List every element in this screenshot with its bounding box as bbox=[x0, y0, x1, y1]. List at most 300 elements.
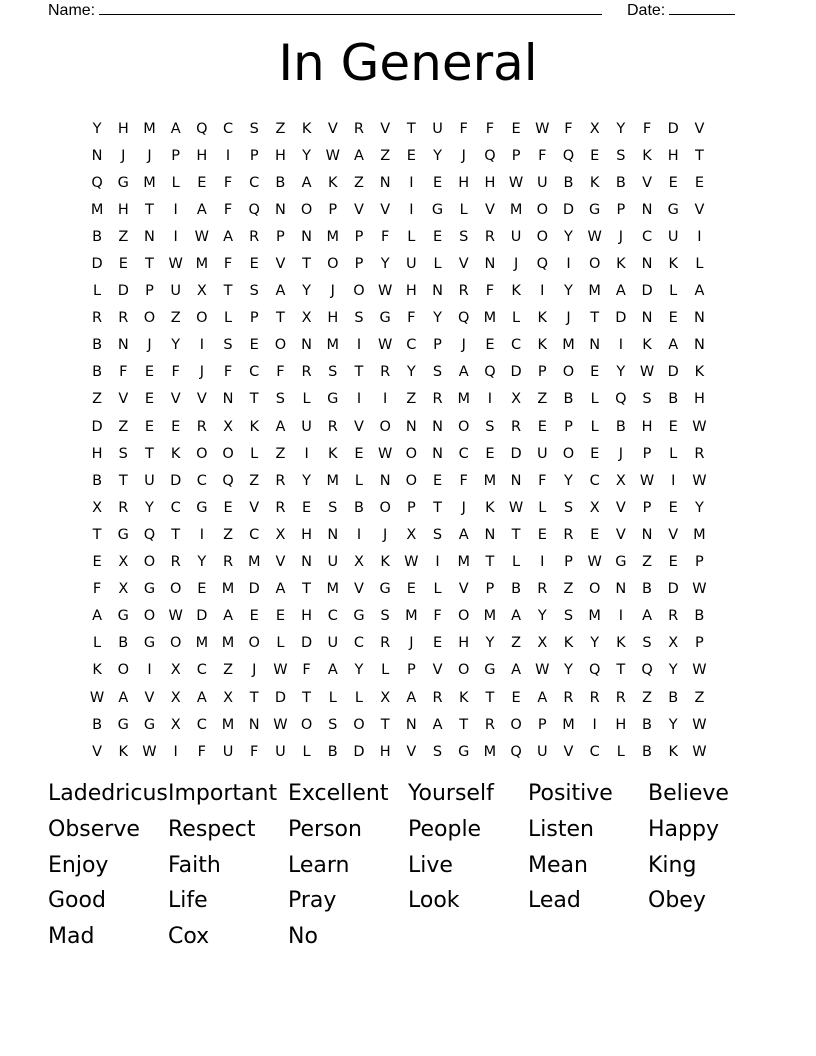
grid-letter: A bbox=[354, 147, 364, 164]
grid-letter: W bbox=[194, 228, 210, 245]
grid-letter: L bbox=[590, 391, 599, 408]
grid-letter: T bbox=[249, 391, 259, 408]
grid-letter: W bbox=[535, 120, 550, 137]
grid-letter: V bbox=[144, 689, 155, 706]
grid-letter: G bbox=[379, 581, 391, 598]
grid-letter: F bbox=[433, 608, 442, 625]
grid-letter: X bbox=[589, 120, 600, 137]
grid-letter: Y bbox=[302, 472, 312, 489]
grid-letter: G bbox=[327, 391, 339, 408]
grid-letter: S bbox=[642, 391, 652, 408]
grid-letter: F bbox=[223, 256, 233, 273]
grid-letter: V bbox=[170, 391, 181, 408]
grid-letter: J bbox=[618, 445, 623, 462]
grid-letter: R bbox=[170, 554, 181, 571]
grid-letter: E bbox=[511, 689, 521, 706]
grid-letter: Z bbox=[537, 391, 548, 408]
grid-letter: X bbox=[301, 310, 312, 327]
grid-letter: Y bbox=[197, 554, 207, 571]
grid-letter: V bbox=[380, 120, 391, 137]
grid-letter: M bbox=[326, 228, 340, 245]
grid-letter: T bbox=[302, 581, 312, 598]
grid-letter: O bbox=[300, 716, 313, 733]
grid-letter: H bbox=[91, 445, 103, 462]
grid-letter: N bbox=[615, 581, 627, 598]
grid-row bbox=[84, 386, 740, 413]
grid-letter: M bbox=[143, 120, 156, 137]
grid-letter: B bbox=[327, 743, 338, 760]
grid-letter: P bbox=[276, 228, 285, 245]
grid-letter: J bbox=[383, 526, 388, 543]
grid-letter: N bbox=[693, 310, 705, 327]
grid-letter: V bbox=[615, 499, 626, 516]
grid-letter: P bbox=[145, 283, 154, 300]
grid-letter: A bbox=[458, 364, 469, 381]
grid-letter: N bbox=[693, 337, 705, 354]
grid-letter: F bbox=[223, 364, 233, 381]
grid-letter: V bbox=[275, 554, 286, 571]
grid-letter: T bbox=[616, 662, 626, 679]
grid-letter: H bbox=[301, 608, 313, 625]
grid-letter: V bbox=[354, 581, 364, 598]
grid-letter: O bbox=[353, 283, 365, 300]
grid-letter: F bbox=[92, 581, 102, 598]
grid-letter: D bbox=[641, 283, 653, 300]
grid-letter: B bbox=[668, 689, 679, 706]
grid-letter: K bbox=[301, 120, 312, 137]
grid-letter: R bbox=[92, 310, 103, 327]
grid-letter: F bbox=[485, 283, 495, 300]
grid-letter: Q bbox=[615, 391, 627, 408]
grid-letter: A bbox=[275, 283, 286, 300]
grid-letter: X bbox=[589, 499, 600, 516]
grid-letter: M bbox=[562, 716, 575, 733]
grid-letter: A bbox=[223, 608, 233, 625]
word-list-item: Life bbox=[168, 888, 208, 914]
grid-letter: L bbox=[250, 445, 259, 462]
grid-letter: Y bbox=[564, 472, 573, 489]
grid-letter: L bbox=[590, 418, 599, 435]
grid-letter: O bbox=[458, 418, 470, 435]
grid-row bbox=[84, 305, 740, 332]
grid-letter: B bbox=[615, 174, 626, 191]
grid-letter: N bbox=[301, 228, 313, 245]
word-list-item: Observe bbox=[48, 816, 140, 842]
grid-letter: X bbox=[354, 554, 364, 571]
grid-letter: W bbox=[692, 662, 707, 679]
word-list-item: Excellent bbox=[288, 781, 389, 806]
grid-letter: B bbox=[615, 418, 626, 435]
grid-letter: H bbox=[458, 174, 470, 191]
grid-letter: Q bbox=[641, 662, 653, 679]
grid-letter: Y bbox=[668, 716, 678, 733]
grid-letter: A bbox=[511, 608, 522, 625]
grid-letter: V bbox=[275, 256, 286, 273]
grid-letter: O bbox=[588, 256, 601, 273]
grid-letter: L bbox=[171, 174, 180, 191]
grid-letter: A bbox=[275, 418, 286, 435]
grid-letter: L bbox=[459, 201, 468, 218]
grid-letter: O bbox=[169, 581, 182, 598]
grid-letter: M bbox=[483, 310, 497, 327]
grid-letter: G bbox=[143, 581, 156, 598]
grid-letter: V bbox=[354, 201, 364, 218]
grid-letter: R bbox=[432, 689, 443, 706]
grid-row bbox=[84, 359, 740, 386]
grid-letter: Y bbox=[694, 499, 704, 516]
grid-letter: F bbox=[459, 120, 468, 137]
grid-letter: D bbox=[91, 256, 103, 273]
grid-letter: S bbox=[223, 337, 233, 354]
grid-letter: E bbox=[144, 364, 155, 381]
grid-letter: P bbox=[249, 310, 259, 327]
grid-letter: P bbox=[642, 445, 652, 462]
grid-letter: V bbox=[118, 391, 129, 408]
grid-letter: F bbox=[302, 662, 311, 679]
grid-letter: W bbox=[692, 581, 707, 598]
grid-letter: I bbox=[618, 608, 623, 625]
grid-letter: R bbox=[563, 526, 574, 543]
grid-letter: W bbox=[587, 554, 602, 571]
grid-letter: B bbox=[92, 337, 103, 354]
grid-letter: G bbox=[458, 743, 470, 760]
grid-letter: E bbox=[197, 581, 207, 598]
grid-letter: Y bbox=[590, 635, 600, 652]
grid-letter: K bbox=[642, 337, 652, 354]
grid-letter: B bbox=[642, 716, 652, 733]
grid-letter: I bbox=[356, 526, 362, 543]
grid-letter: D bbox=[91, 418, 103, 435]
grid-letter: W bbox=[168, 608, 183, 625]
grid-letter: Y bbox=[145, 499, 154, 516]
grid-row bbox=[84, 630, 740, 657]
word-list-item: Happy bbox=[648, 816, 719, 842]
grid-letter: W bbox=[535, 662, 550, 679]
grid-letter: I bbox=[173, 228, 178, 245]
grid-letter: O bbox=[458, 662, 470, 679]
grid-letter: T bbox=[511, 526, 521, 543]
grid-letter: J bbox=[513, 256, 519, 273]
grid-letter: L bbox=[302, 391, 311, 408]
grid-letter: K bbox=[694, 364, 705, 381]
grid-letter: E bbox=[432, 472, 443, 489]
grid-letter: U bbox=[536, 743, 548, 760]
grid-letter: W bbox=[377, 445, 393, 462]
grid-letter: E bbox=[92, 554, 102, 571]
grid-letter: X bbox=[118, 554, 129, 571]
grid-letter: H bbox=[667, 147, 679, 164]
grid-letter: R bbox=[694, 445, 705, 462]
grid-letter: F bbox=[250, 743, 259, 760]
grid-letter: B bbox=[511, 581, 522, 598]
grid-letter: A bbox=[196, 201, 207, 218]
grid-letter: J bbox=[330, 283, 335, 300]
grid-letter: R bbox=[668, 608, 679, 625]
grid-letter: P bbox=[695, 635, 704, 652]
grid-letter: M bbox=[588, 283, 601, 300]
grid-letter: A bbox=[118, 689, 129, 706]
word-list-item: Cox bbox=[168, 924, 210, 950]
grid-letter: T bbox=[92, 526, 102, 543]
grid-letter: Z bbox=[118, 418, 129, 435]
grid-letter: D bbox=[510, 445, 522, 462]
grid-letter: H bbox=[301, 526, 313, 543]
grid-letter: A bbox=[615, 283, 626, 300]
grid-row bbox=[84, 684, 740, 711]
grid-letter: E bbox=[171, 418, 181, 435]
grid-letter: N bbox=[405, 716, 417, 733]
grid-letter: B bbox=[694, 608, 705, 625]
grid-letter: B bbox=[642, 743, 652, 760]
grid-letter: L bbox=[223, 310, 233, 327]
grid-letter: I bbox=[618, 337, 623, 354]
grid-letter: X bbox=[668, 635, 679, 652]
grid-letter: I bbox=[199, 337, 204, 354]
grid-letter: S bbox=[432, 526, 443, 543]
grid-letter: R bbox=[484, 716, 495, 733]
grid-letter: M bbox=[195, 635, 209, 652]
grid-letter: F bbox=[223, 174, 233, 191]
grid-letter: Q bbox=[143, 526, 156, 543]
grid-letter: G bbox=[667, 201, 679, 218]
grid-letter: E bbox=[485, 337, 495, 354]
grid-letter: O bbox=[300, 201, 313, 218]
grid-letter: I bbox=[199, 526, 204, 543]
grid-letter: O bbox=[562, 445, 575, 462]
grid-letter: Z bbox=[563, 581, 574, 598]
grid-letter: K bbox=[537, 337, 548, 354]
grid-letter: R bbox=[353, 120, 364, 137]
grid-letter: E bbox=[354, 445, 364, 462]
grid-letter: M bbox=[221, 635, 235, 652]
grid-letter: Z bbox=[249, 472, 260, 489]
grid-letter: B bbox=[668, 391, 679, 408]
grid-letter: O bbox=[274, 337, 287, 354]
grid-row bbox=[84, 169, 740, 196]
grid-letter: O bbox=[405, 472, 418, 489]
grid-letter: X bbox=[380, 689, 391, 706]
grid-letter: J bbox=[618, 228, 623, 245]
grid-letter: M bbox=[483, 472, 497, 489]
grid-letter: R bbox=[380, 364, 391, 381]
grid-letter: Y bbox=[433, 310, 442, 327]
grid-letter: L bbox=[695, 256, 704, 273]
grid-letter: Y bbox=[616, 120, 626, 137]
grid-letter: S bbox=[354, 310, 364, 327]
grid-row bbox=[84, 250, 740, 277]
grid-letter: M bbox=[90, 201, 104, 218]
grid-letter: K bbox=[616, 256, 626, 273]
grid-letter: J bbox=[199, 364, 204, 381]
grid-letter: Q bbox=[91, 174, 103, 191]
grid-letter: N bbox=[301, 554, 313, 571]
grid-letter: E bbox=[590, 526, 600, 543]
grid-letter: X bbox=[170, 662, 181, 679]
grid-letter: T bbox=[459, 716, 469, 733]
grid-letter: C bbox=[406, 337, 417, 354]
grid-letter: A bbox=[668, 337, 679, 354]
grid-letter: H bbox=[379, 743, 391, 760]
grid-letter: Z bbox=[694, 689, 705, 706]
grid-letter: P bbox=[171, 147, 181, 164]
grid-letter: J bbox=[566, 310, 571, 327]
grid-letter: V bbox=[642, 174, 652, 191]
grid-letter: M bbox=[326, 472, 340, 489]
grid-letter: N bbox=[641, 526, 653, 543]
grid-letter: K bbox=[249, 418, 259, 435]
grid-letter: A bbox=[458, 526, 469, 543]
grid-letter: I bbox=[356, 337, 362, 354]
grid-letter: U bbox=[301, 418, 312, 435]
grid-letter: H bbox=[615, 716, 627, 733]
grid-letter: T bbox=[485, 689, 495, 706]
grid-letter: Y bbox=[564, 228, 573, 245]
word-list-item: Learn bbox=[288, 852, 350, 878]
grid-letter: N bbox=[405, 418, 417, 435]
grid-letter: S bbox=[118, 445, 128, 462]
grid-letter: O bbox=[536, 201, 548, 218]
grid-letter: O bbox=[143, 310, 156, 327]
grid-letter: V bbox=[668, 526, 679, 543]
grid-letter: W bbox=[273, 662, 288, 679]
grid-letter: F bbox=[197, 743, 207, 760]
grid-row bbox=[84, 223, 740, 250]
grid-letter: C bbox=[589, 472, 600, 489]
grid-letter: I bbox=[540, 283, 545, 300]
grid-letter: W bbox=[404, 554, 419, 571]
word-list-item: Ladedricus bbox=[48, 781, 168, 806]
grid-letter: R bbox=[511, 418, 522, 435]
grid-letter: L bbox=[433, 256, 442, 273]
grid-letter: R bbox=[432, 391, 443, 408]
grid-letter: E bbox=[668, 499, 678, 516]
grid-letter: T bbox=[590, 310, 600, 327]
grid-letter: V bbox=[615, 526, 626, 543]
grid-letter: O bbox=[458, 608, 470, 625]
grid-letter: Y bbox=[564, 283, 573, 300]
grid-letter: K bbox=[511, 283, 521, 300]
grid-letter: K bbox=[328, 445, 338, 462]
grid-letter: W bbox=[587, 228, 602, 245]
grid-letter: L bbox=[354, 472, 364, 489]
grid-letter: C bbox=[249, 174, 260, 191]
grid-letter: I bbox=[383, 391, 388, 408]
grid-letter: R bbox=[222, 554, 234, 571]
grid-letter: K bbox=[458, 689, 469, 706]
grid-letter: K bbox=[589, 174, 600, 191]
grid-letter: I bbox=[671, 472, 676, 489]
grid-letter: H bbox=[196, 147, 208, 164]
grid-letter: X bbox=[275, 526, 286, 543]
grid-letter: C bbox=[196, 472, 207, 489]
grid-letter: E bbox=[432, 228, 443, 245]
grid-letter: E bbox=[668, 554, 678, 571]
grid-row bbox=[84, 603, 740, 630]
grid-letter: E bbox=[118, 256, 128, 273]
grid-letter: A bbox=[432, 716, 443, 733]
grid-letter: W bbox=[692, 743, 707, 760]
grid-letter: N bbox=[641, 310, 653, 327]
grid-letter: F bbox=[119, 364, 128, 381]
word-list-item: Obey bbox=[648, 888, 706, 914]
grid-letter: S bbox=[459, 228, 469, 245]
grid-row bbox=[84, 549, 740, 576]
grid-letter: U bbox=[170, 283, 181, 300]
word-list-item: Live bbox=[408, 852, 453, 878]
grid-letter: R bbox=[249, 228, 260, 245]
grid-letter: V bbox=[432, 662, 443, 679]
grid-letter: E bbox=[249, 256, 259, 273]
grid-letter: W bbox=[639, 472, 655, 489]
grid-letter: W bbox=[692, 472, 707, 489]
grid-letter: G bbox=[117, 608, 129, 625]
grid-letter: A bbox=[301, 174, 312, 191]
grid-letter: W bbox=[377, 283, 393, 300]
grid-letter: U bbox=[406, 256, 417, 273]
grid-letter: G bbox=[379, 310, 391, 327]
grid-letter: L bbox=[538, 499, 547, 516]
grid-letter: X bbox=[537, 635, 548, 652]
grid-letter: P bbox=[642, 499, 652, 516]
grid-letter: E bbox=[406, 147, 416, 164]
grid-letter: L bbox=[93, 283, 102, 300]
grid-letter: E bbox=[511, 120, 521, 137]
grid-letter: S bbox=[616, 147, 626, 164]
grid-letter: R bbox=[275, 472, 286, 489]
grid-letter: R bbox=[196, 418, 207, 435]
grid-letter: T bbox=[380, 716, 390, 733]
grid-letter: U bbox=[275, 743, 286, 760]
grid-letter: Y bbox=[171, 337, 181, 354]
grid-letter: B bbox=[642, 581, 652, 598]
grid-letter: I bbox=[304, 445, 309, 462]
grid-letter: V bbox=[458, 256, 469, 273]
grid-letter: I bbox=[540, 554, 545, 571]
grid-letter: E bbox=[249, 608, 259, 625]
word-list-item: Yourself bbox=[408, 781, 494, 806]
grid-letter: O bbox=[169, 635, 182, 652]
grid-letter: F bbox=[642, 120, 652, 137]
grid-letter: C bbox=[222, 120, 234, 137]
grid-letter: Z bbox=[275, 445, 286, 462]
grid-letter: R bbox=[563, 689, 574, 706]
grid-letter: E bbox=[223, 499, 233, 516]
grid-letter: G bbox=[196, 499, 208, 516]
grid-letter: Z bbox=[380, 147, 391, 164]
grid-letter: I bbox=[173, 743, 178, 760]
grid-letter: H bbox=[458, 635, 470, 652]
grid-letter: R bbox=[615, 689, 626, 706]
grid-letter: C bbox=[353, 635, 365, 652]
grid-letter: I bbox=[147, 662, 152, 679]
grid-letter: C bbox=[249, 526, 260, 543]
grid-letter: I bbox=[566, 256, 571, 273]
grid-letter: Q bbox=[510, 743, 522, 760]
grid-letter: V bbox=[484, 201, 495, 218]
grid-letter: I bbox=[409, 174, 414, 191]
grid-letter: M bbox=[693, 526, 706, 543]
grid-letter: E bbox=[668, 174, 678, 191]
grid-letter: F bbox=[485, 120, 495, 137]
grid-letter: S bbox=[249, 283, 259, 300]
grid-letter: J bbox=[147, 337, 152, 354]
grid-row bbox=[84, 576, 740, 603]
grid-letter: I bbox=[697, 228, 702, 245]
grid-letter: T bbox=[433, 499, 442, 516]
grid-letter: A bbox=[170, 120, 181, 137]
grid-letter: Q bbox=[484, 364, 496, 381]
grid-letter: P bbox=[537, 364, 547, 381]
